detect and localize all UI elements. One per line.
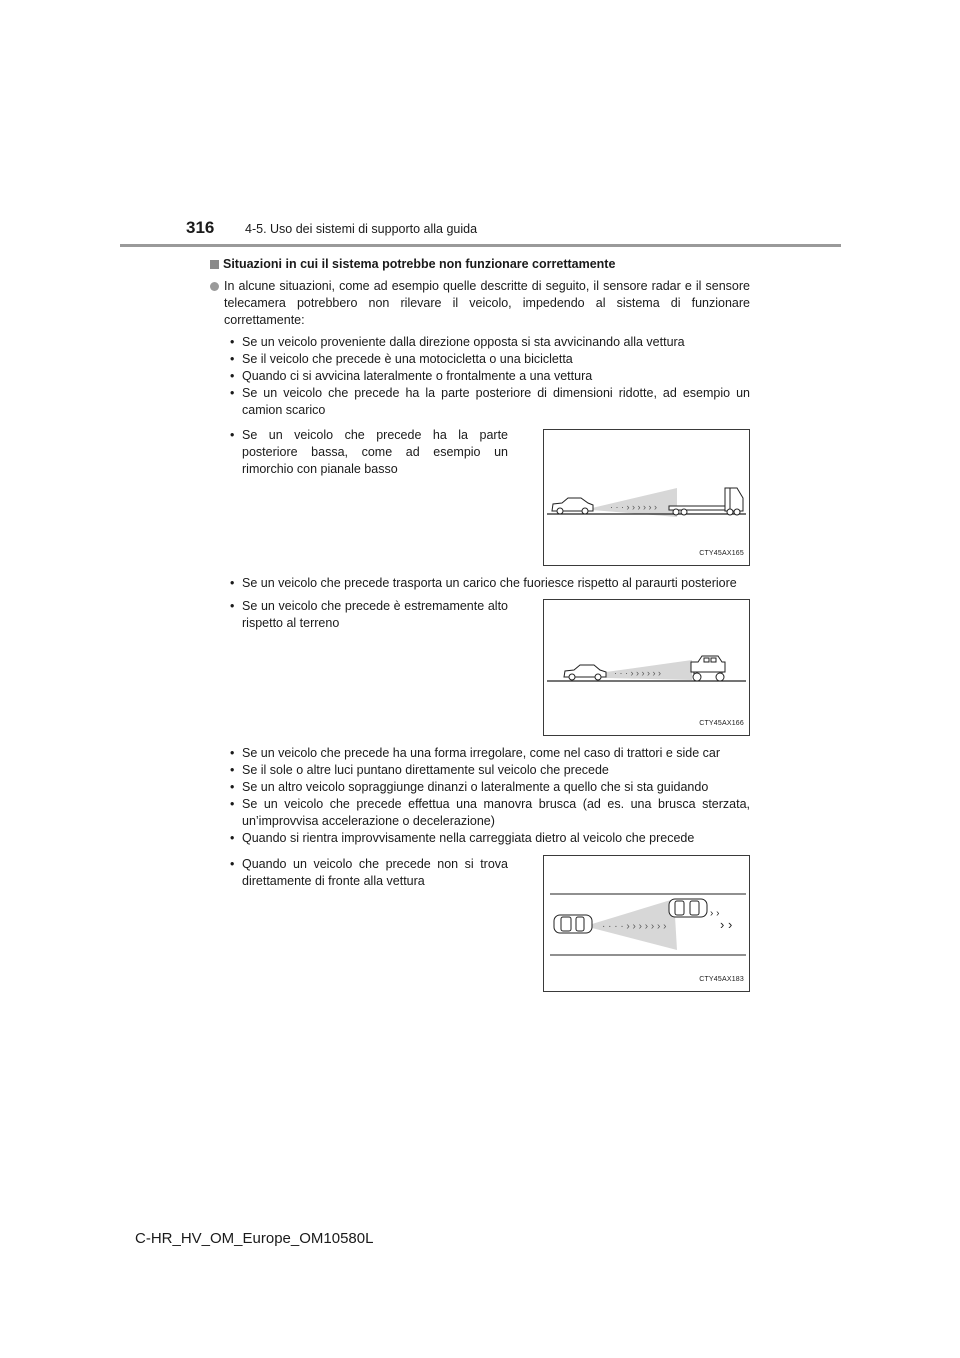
- list-item: • Se un veicolo che precede ha una forma irregolare, come nel caso di trattori e side car: [230, 746, 721, 760]
- list-item: • Se un veicolo che precede trasporta un carico che fuoriesce rispetto al paraurti posteriore: [230, 576, 737, 590]
- intro-paragraph: [210, 278, 750, 329]
- list-item: • Se un veicolo che precede è estremamente alto rispetto al terreno: [230, 599, 508, 630]
- bullet-list-fig1: [210, 427, 508, 478]
- intro-text: In alcune situazioni, come ad esempio quelle descritte di seguito, il sensore radar e il sensore telecamera potrebbero non rilevare il veicolo, impedendo al sistema di funzionare correttamente:: [224, 279, 750, 327]
- chapter-title: 4-5. Uso dei sistemi di supporto alla guida: [245, 222, 478, 236]
- section-heading: [210, 256, 750, 273]
- figure-code: CTY45AX165: [699, 550, 744, 557]
- list-item: • Quando ci si avvicina lateralmente o frontalmente a una vettura: [230, 369, 593, 383]
- svg-text:· · · › › › › › ›: · · · › › › › › ›: [614, 668, 661, 678]
- list-item: • Se un altro veicolo sopraggiunge dinanzi o lateralmente a quello che si sta guidando: [230, 780, 709, 794]
- list-item: • Quando si rientra improvvisamente nella carreggiata dietro al veicolo che precede: [230, 831, 695, 845]
- square-bullet-icon: [210, 260, 219, 269]
- circle-bullet-icon: [210, 282, 219, 291]
- figure-offset-vehicle: [543, 855, 750, 992]
- section-heading-text: Situazioni in cui il sistema potrebbe non funzionare correttamente: [223, 257, 616, 271]
- figure-row-2: [210, 598, 750, 736]
- header-rule: [120, 244, 841, 247]
- bullet-list-3: [210, 745, 750, 847]
- svg-text:· · · › › › › › ›: · · · › › › › › ›: [610, 502, 657, 512]
- list-item: • Se un veicolo che precede effettua una manovra brusca (ad es. una brusca sterzata, un’improvvisa accelerazione o decelerazione): [230, 797, 750, 828]
- list-item: • Se il veicolo che precede è una motocicletta o una bicicletta: [230, 352, 573, 366]
- list-item: • Se un veicolo proveniente dalla direzione opposta si sta avvicinando alla vettura: [230, 335, 685, 349]
- figure-code: CTY45AX183: [699, 976, 744, 983]
- figure-high-vehicle: [543, 599, 750, 736]
- bullet-list-fig3: [210, 856, 508, 890]
- list-item: • Se il sole o altre luci puntano direttamente sul veicolo che precede: [230, 763, 609, 777]
- figure-row-1: [210, 427, 750, 566]
- figure-low-trailer: [543, 429, 750, 566]
- list-item: • Se un veicolo che precede ha la parte posteriore bassa, come ad esempio un rimorchio con pianale basso: [230, 428, 508, 476]
- svg-text:› ›: › ›: [710, 908, 720, 919]
- svg-text:· · · · › › › › › ›: · · · · › › › › › › ›: [602, 921, 667, 932]
- bullet-list-2: [210, 575, 750, 592]
- main-content: [210, 256, 750, 992]
- figure-code: CTY45AX166: [699, 720, 744, 727]
- figure-row-3: [210, 856, 750, 992]
- footer-doc-id: C-HR_HV_OM_Europe_OM10580L: [135, 1230, 374, 1247]
- svg-text:› ›: › ›: [720, 917, 733, 932]
- bullet-list-1: [210, 334, 750, 419]
- list-item: • Se un veicolo che precede ha la parte posteriore di dimensioni ridotte, ad esempio un camion scarico: [230, 386, 750, 417]
- bullet-list-fig2: [210, 598, 508, 632]
- list-item: • Quando un veicolo che precede non si trova direttamente di fronte alla vettura: [230, 857, 508, 888]
- page-number: 316: [186, 218, 215, 237]
